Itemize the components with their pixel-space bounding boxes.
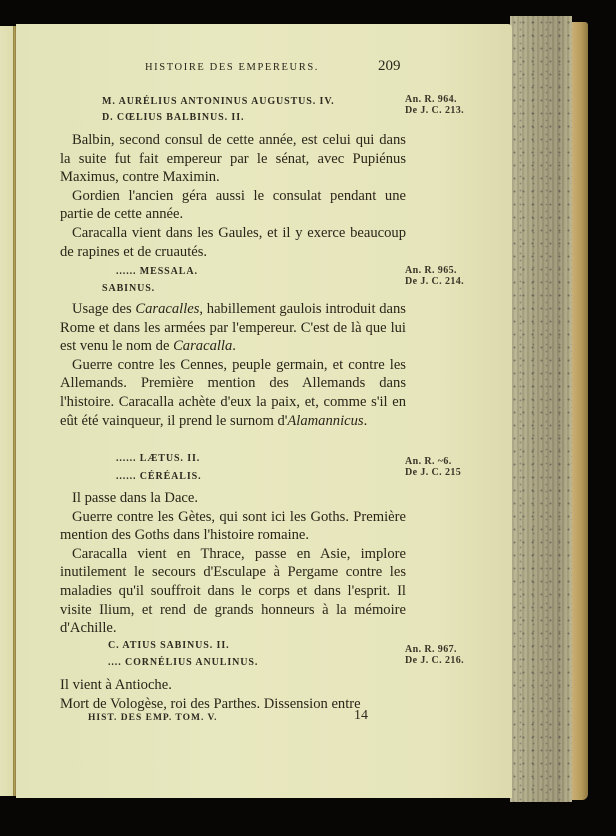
year-christ: De J. C. 216. xyxy=(405,655,465,666)
consul-line: C. ATIUS SABINUS. II. xyxy=(108,640,230,651)
italic-term: Caracalles xyxy=(135,301,200,317)
section-text xyxy=(60,300,406,430)
margin-date xyxy=(405,456,461,478)
paragraph: Balbin, second consul de cette année, est celui qui dans la suite fut fait empereur par le sénat, avec Pupiénus Maximus, contre Maximin. xyxy=(60,132,406,186)
year-rome: An. R. 964. xyxy=(405,94,457,105)
section-text xyxy=(60,489,406,638)
consul-line: SABINUS. xyxy=(102,283,156,294)
section-text xyxy=(60,131,406,261)
page-number: 209 xyxy=(378,58,401,74)
consul-line: ...... LÆTUS. II. xyxy=(116,453,201,464)
paragraph: Il vient à Antioche. xyxy=(60,677,172,693)
paragraph: Caracalla vient en Thrace, passe en Asie, implore inutilement le secours d'Esculape à Pergame contre les maladies qu'il souffroit dans le corps et dans l'esprit. Il visite Ilium, et rend de grands honneurs à la mémoire d'Achille. xyxy=(60,545,406,637)
consul-line: D. CŒLIUS BALBINUS. II. xyxy=(102,112,245,123)
consul-line: ...... CÉRÉALIS. xyxy=(116,471,202,482)
paragraph: Mort de Vologèse, roi des Parthes. Dissension entre xyxy=(60,695,361,712)
year-christ: De J. C. 214. xyxy=(405,276,465,287)
year-christ: De J. C. 215 xyxy=(405,467,462,478)
paragraph: Usage des Caracalles, habillement gaulois introduit dans Rome et dans les armées par l'empereur. C'est de là que lui est venu le nom de Caracalla. xyxy=(60,301,406,355)
margin-date xyxy=(405,644,464,666)
margin-date xyxy=(405,94,464,116)
paragraph: Gordien l'ancien géra aussi le consulat pendant une partie de cette année. xyxy=(60,187,406,223)
consul-line: ...... MESSALA. xyxy=(116,266,198,277)
consul-line: .... CORNÉLIUS ANULINUS. xyxy=(108,657,259,668)
year-rome: An. R. 967. xyxy=(405,644,457,655)
paragraph: Il passe dans la Dace. xyxy=(72,490,199,506)
running-head: HISTOIRE DES EMPEREURS. xyxy=(145,62,319,73)
year-rome: An. R. ~6. xyxy=(405,456,452,467)
year-christ: De J. C. 213. xyxy=(405,105,465,116)
signature-number: 14 xyxy=(354,708,368,723)
printer-signature: HIST. DES EMP. TOM. V. xyxy=(88,713,218,723)
year-rome: An. R. 965. xyxy=(405,265,457,276)
paragraph: Caracalla vient dans les Gaules, et il y exerce beaucoup de rapines et de cruautés. xyxy=(60,224,406,260)
italic-term: Caracalla xyxy=(173,338,233,355)
margin-date xyxy=(405,265,464,287)
consul-line: M. AURÉLIUS ANTONINUS AUGUSTUS. IV. xyxy=(102,96,335,107)
italic-term: Alamannicus xyxy=(287,412,364,429)
paragraph: Guerre contre les Cennes, peuple germain, et contre les Allemands. Première mention des Allemands dans l'histoire. Caracalla achète d'eux la paix, et, comme s'il en eût été vainqueur, il prend le surnom d'Alamannicus. xyxy=(60,356,406,429)
paragraph: Guerre contre les Gètes, qui sont ici les Goths. Première mention des Goths dans l'histoire romaine. xyxy=(60,508,406,544)
